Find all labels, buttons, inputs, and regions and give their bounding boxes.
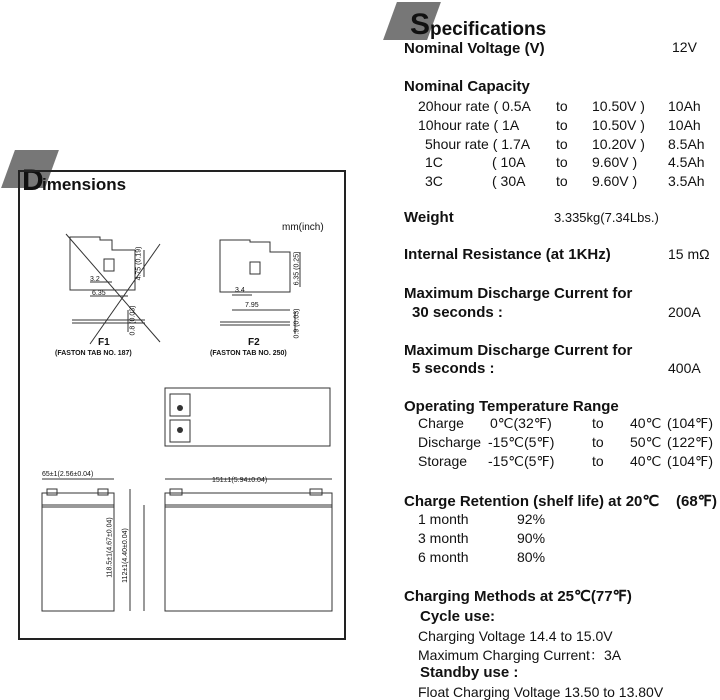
- temp-low: -15℃(5℉): [488, 434, 555, 450]
- nominal-voltage-label: Nominal Voltage (V): [404, 40, 545, 57]
- temp-high-f: (122℉): [667, 434, 714, 450]
- capacity-rate: 1C: [425, 154, 443, 170]
- capacity-volt: 10.20V ): [592, 136, 645, 152]
- weight-value: 3.335kg(7.34Lbs.): [554, 210, 659, 225]
- operating-temp-label: Operating Temperature Range: [404, 398, 619, 415]
- capacity-amp: ( 30A: [492, 173, 526, 189]
- height-total-dimension: 118.5±1(4.67±0.04): [106, 517, 114, 578]
- standby-use-label: Standby use :: [420, 664, 519, 681]
- f2-dim-a: 3.4: [235, 287, 245, 294]
- capacity-value: 4.5Ah: [668, 154, 705, 170]
- f1-label: F1: [98, 337, 110, 348]
- capacity-volt: 9.60V ): [592, 173, 638, 189]
- specifications-title-rest: pecifications: [430, 19, 547, 40]
- nominal-voltage-value: 12V: [672, 39, 697, 55]
- width-dimension: 65±1(2.56±0.04): [42, 471, 94, 478]
- temp-low: -15℃(5℉): [488, 453, 555, 469]
- weight-label: Weight: [404, 209, 454, 226]
- internal-resistance-label: Internal Resistance (at 1KHz): [404, 246, 611, 263]
- temp-high: 40℃: [630, 453, 662, 469]
- f2-dim-b: 7.95: [245, 302, 259, 309]
- temp-name: Storage: [418, 453, 468, 469]
- f2-label: F2: [248, 337, 260, 348]
- temp-low: 0℃(32℉): [490, 415, 552, 431]
- capacity-rate: 20hour rate ( 0.5A: [418, 98, 531, 114]
- capacity-to: to: [556, 98, 568, 114]
- capacity-rate: 10hour rate ( 1A: [418, 117, 520, 133]
- f2-dim-t: 0.9 (0.03): [293, 308, 301, 339]
- max-discharge-30-label: Maximum Discharge Current for: [404, 285, 633, 302]
- f1-dim-w2: 6.35: [92, 290, 106, 297]
- height-case-dimension: 112±1(4.40±0.04): [121, 528, 129, 583]
- max-discharge-30-value: 200A: [668, 304, 701, 320]
- temp-high-f: (104℉): [667, 453, 714, 469]
- dimensions-title-rest: imensions: [42, 175, 127, 194]
- cycle-charging-voltage: Charging Voltage 14.4 to 15.0V: [418, 628, 613, 644]
- length-dimension: 151±1(5.94±0.04): [212, 477, 268, 484]
- capacity-volt: 10.50V ): [592, 98, 645, 114]
- retention-value: 80%: [517, 549, 546, 565]
- dimensions-title-letter: D: [22, 164, 44, 197]
- max-discharge-5-label: Maximum Discharge Current for: [404, 342, 633, 359]
- specifications-title-letter: S: [410, 8, 431, 41]
- f1-dim-w: 3.2: [90, 276, 100, 283]
- capacity-to: to: [556, 117, 568, 133]
- retention-period: 6 month: [418, 549, 469, 565]
- temp-to: to: [592, 453, 604, 469]
- retention-value: 92%: [517, 511, 546, 527]
- retention-period: 1 month: [418, 511, 469, 527]
- max-discharge-5-value: 400A: [668, 360, 701, 376]
- dimensions-drawing: [20, 172, 344, 638]
- max-discharge-5-duration: 5 seconds :: [412, 360, 495, 377]
- dimensions-drawing-box: [18, 170, 346, 640]
- capacity-value: 3.5Ah: [668, 173, 705, 189]
- charge-retention-label: Charge Retention (shelf life) at 20℃: [404, 493, 660, 510]
- temp-name: Charge: [418, 415, 464, 431]
- charge-retention-label-f: (68℉): [676, 493, 717, 510]
- temp-to: to: [592, 434, 604, 450]
- max-discharge-30-duration: 30 seconds :: [412, 304, 503, 321]
- retention-value: 90%: [517, 530, 546, 546]
- f1-dim-t: 0.8 (0.03): [129, 305, 137, 336]
- capacity-to: to: [556, 173, 568, 189]
- temp-high-f: (104℉): [667, 415, 714, 431]
- capacity-value: 10Ah: [668, 117, 701, 133]
- f2-caption: (FASTON TAB NO. 250): [210, 350, 287, 357]
- capacity-to: to: [556, 136, 568, 152]
- unit-note: mm(inch): [282, 222, 324, 233]
- f2-dim-h: 6.35 (0.25): [293, 251, 301, 286]
- capacity-value: 10Ah: [668, 98, 701, 114]
- temp-high: 40℃: [630, 415, 662, 431]
- temp-high: 50℃: [630, 434, 662, 450]
- capacity-amp: ( 10A: [492, 154, 526, 170]
- capacity-rate: 3C: [425, 173, 443, 189]
- temp-name: Discharge: [418, 434, 482, 450]
- standby-float-voltage: Float Charging Voltage 13.50 to 13.80V: [418, 684, 664, 700]
- f1-dim-h: 4.75 (0.19): [135, 246, 143, 281]
- capacity-to: to: [556, 154, 568, 170]
- retention-period: 3 month: [418, 530, 469, 546]
- capacity-value: 8.5Ah: [668, 136, 705, 152]
- internal-resistance-value: 15 mΩ: [668, 246, 710, 262]
- cycle-charging-current: Maximum Charging Current：3A: [418, 647, 622, 663]
- temp-to: to: [592, 415, 604, 431]
- capacity-rate: 5hour rate ( 1.7A: [425, 136, 531, 152]
- f1-caption: (FASTON TAB NO. 187): [55, 350, 132, 357]
- capacity-volt: 9.60V ): [592, 154, 638, 170]
- cycle-use-label: Cycle use:: [420, 608, 496, 625]
- charging-methods-label: Charging Methods at 25℃(77℉): [404, 588, 632, 605]
- nominal-capacity-label: Nominal Capacity: [404, 78, 530, 95]
- capacity-volt: 10.50V ): [592, 117, 645, 133]
